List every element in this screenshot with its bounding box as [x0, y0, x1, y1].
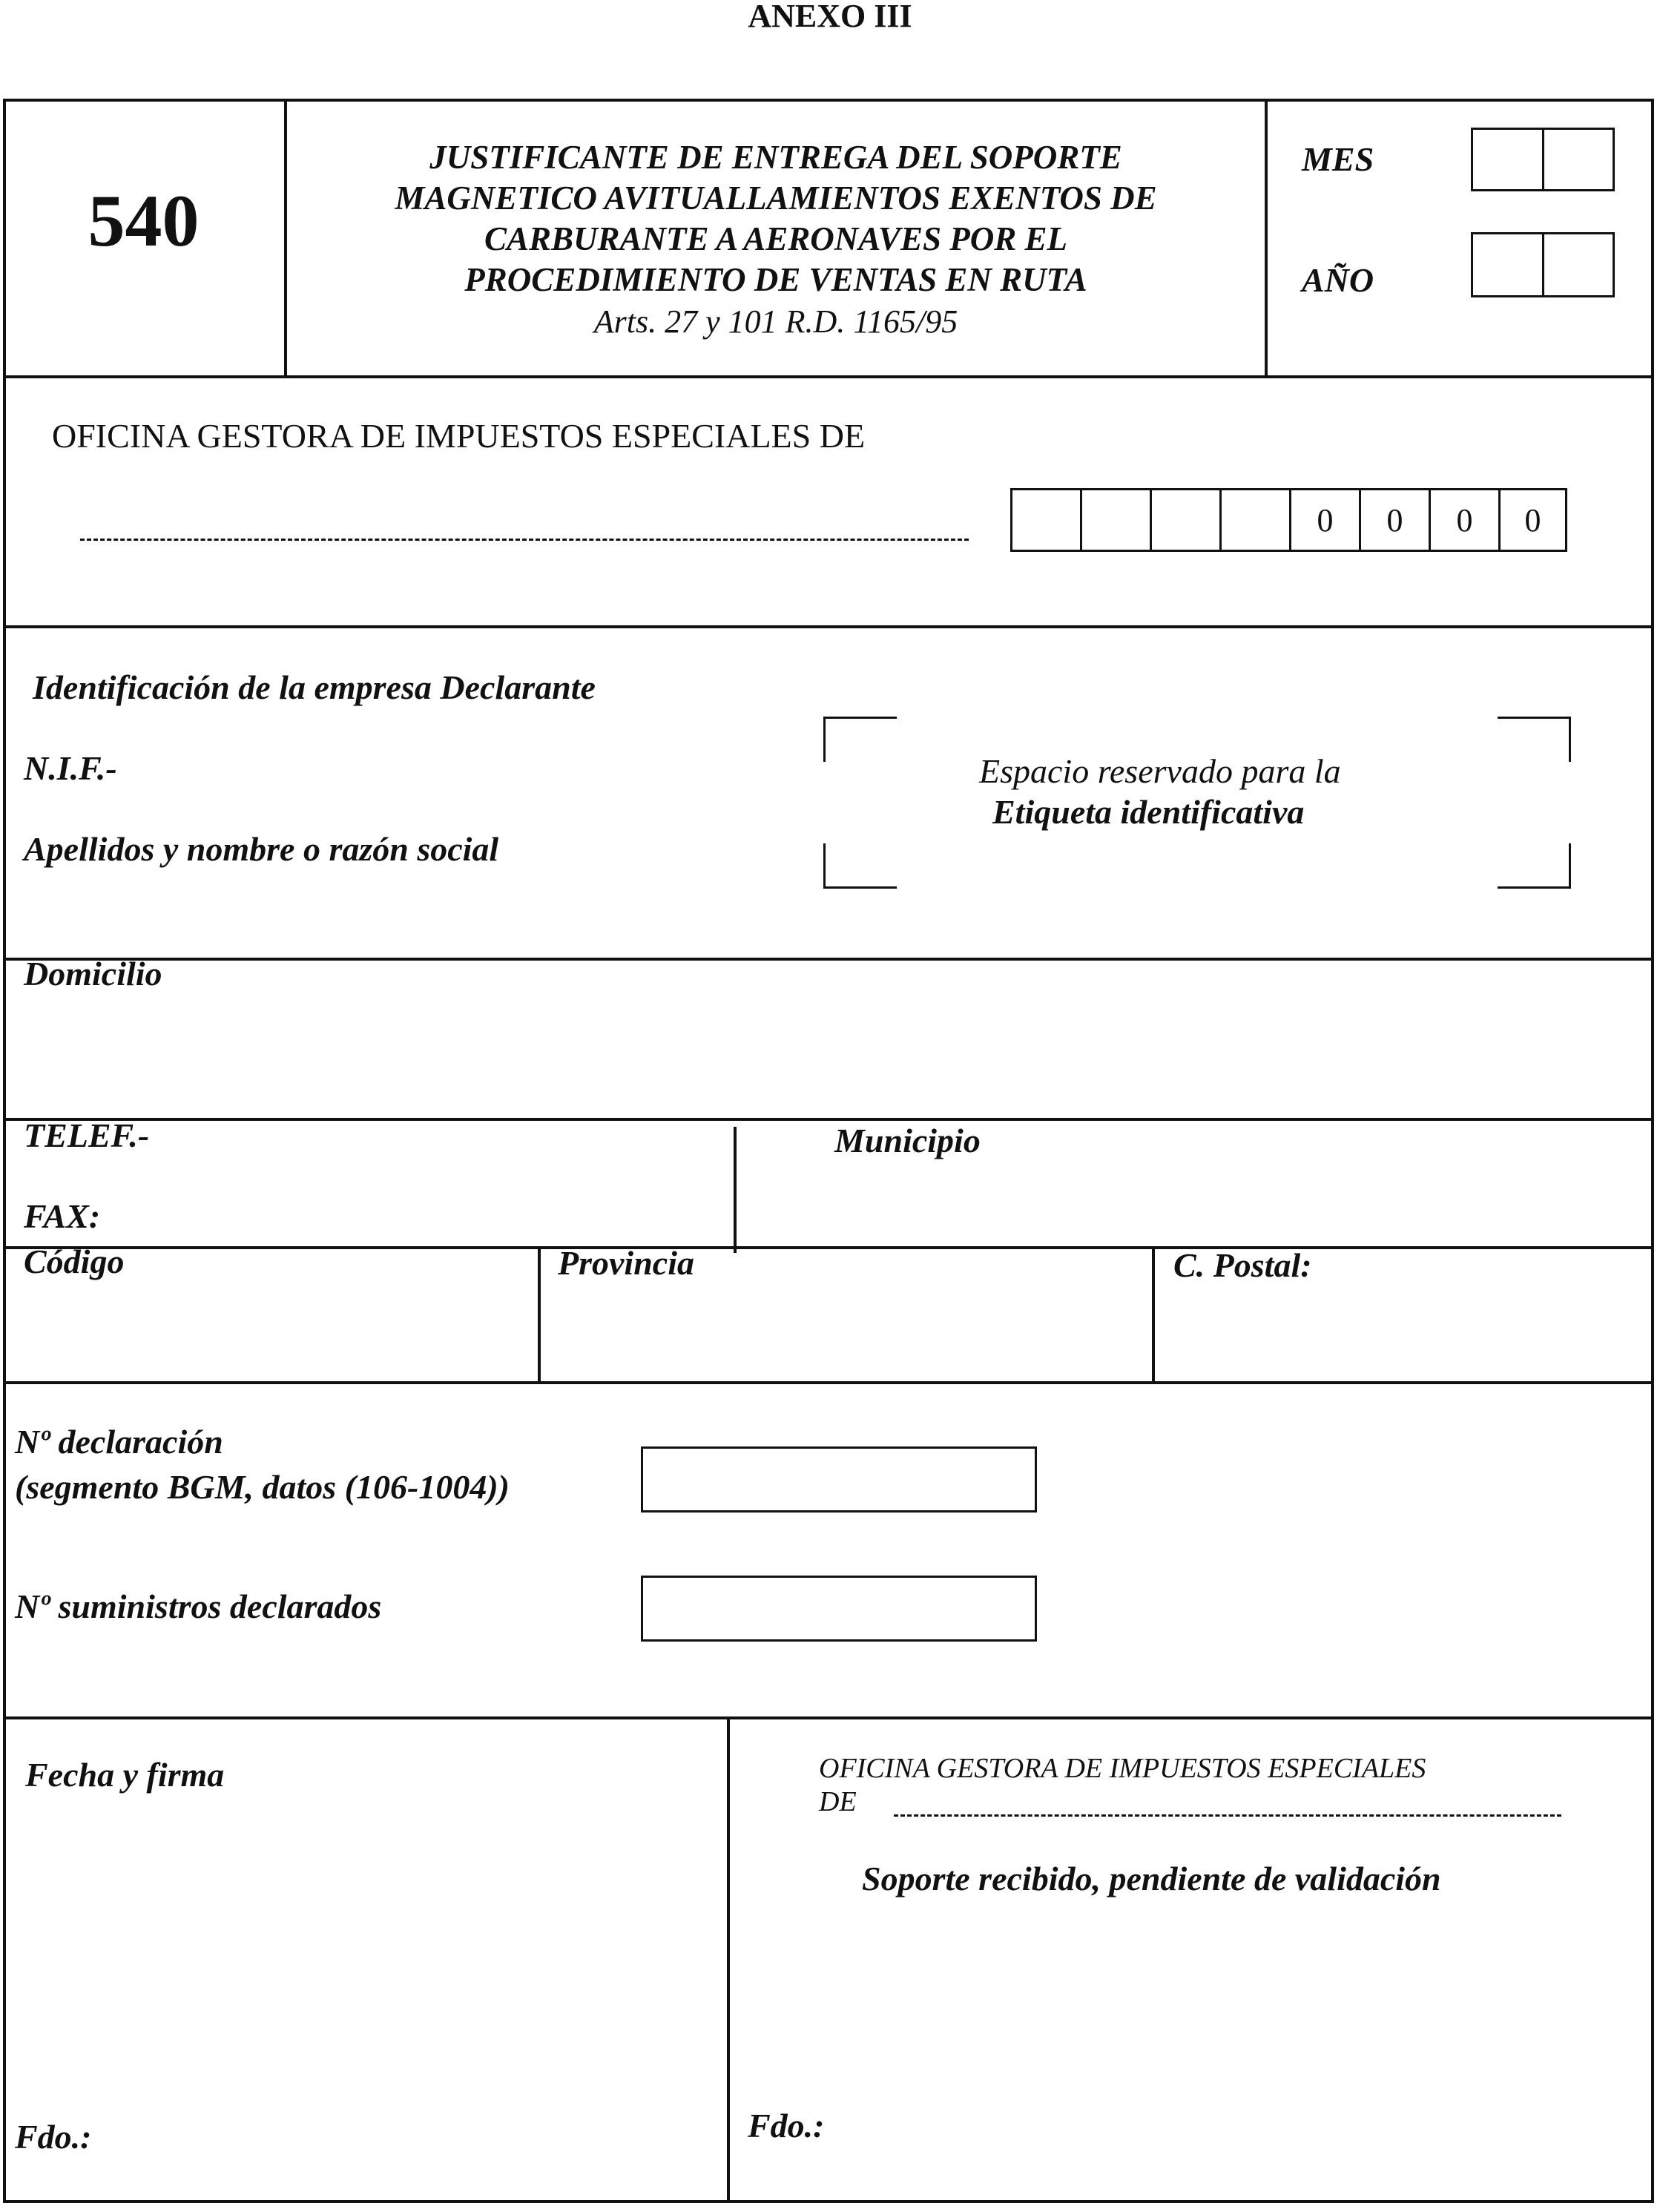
header-bottom-border	[3, 375, 1654, 378]
form-title-line: JUSTIFICANTE DE ENTREGA DEL SOPORTE	[429, 139, 1122, 176]
supplies-count-label: Nº suministros declarados	[15, 1587, 382, 1625]
office-code-digit[interactable]: 0	[1498, 488, 1567, 552]
fax-label: FAX:	[24, 1197, 101, 1235]
office-code-digit[interactable]: 0	[1429, 488, 1501, 552]
address-bottom-border	[3, 1118, 1654, 1121]
received-status-text: Soporte recibido, pendiente de validación	[862, 1860, 1441, 1897]
office-label: OFICINA GESTORA DE IMPUESTOS ESPECIALES DE	[52, 417, 866, 455]
office-name-field[interactable]	[80, 539, 969, 541]
office-section-bottom-border	[3, 625, 1654, 628]
municipality-label: Municipio	[834, 1122, 981, 1159]
declaration-number-label-line2: (segmento BGM, datos (106-1004))	[15, 1468, 510, 1506]
signature-divider	[727, 1716, 730, 2202]
label-corner-top-right	[1498, 717, 1571, 762]
month-field-digit-1[interactable]	[1471, 128, 1544, 191]
nif-label: N.I.F.-	[24, 749, 117, 787]
location-row-bottom-border	[3, 1381, 1654, 1384]
annex-title: ANEXO III	[748, 0, 912, 34]
phone-label: TELEF.-	[24, 1116, 150, 1154]
code-label: Código	[24, 1242, 125, 1280]
name-label: Apellidos y nombre o razón social	[24, 830, 499, 868]
office-code-digit[interactable]: 0	[1289, 488, 1361, 552]
address-label: Domicilio	[24, 955, 162, 993]
label-corner-top-left	[823, 717, 897, 762]
receiving-office-label-line1: OFICINA GESTORA DE IMPUESTOS ESPECIALES	[819, 1753, 1426, 1784]
model-number: 540	[88, 180, 200, 262]
office-code-digit[interactable]	[1150, 488, 1222, 552]
year-field-digit-1[interactable]	[1471, 232, 1544, 297]
header-divider-right	[1265, 99, 1268, 377]
form-title-line: MAGNETICO AVITUALLAMIENTOS EXENTOS DE	[395, 180, 1157, 217]
province-label: Provincia	[558, 1244, 694, 1282]
office-code-digit[interactable]	[1010, 488, 1082, 552]
declaration-section-bottom-border	[3, 1716, 1654, 1719]
label-space-text-line2: Etiqueta identificativa	[992, 793, 1305, 831]
province-postal-divider	[1152, 1246, 1155, 1381]
code-province-divider	[538, 1246, 541, 1381]
office-signed-by-label[interactable]: Fdo.:	[748, 2107, 825, 2144]
office-code-digit[interactable]: 0	[1359, 488, 1431, 552]
declaration-number-label-line1: Nº declaración	[15, 1423, 223, 1461]
date-signature-label: Fecha y firma	[25, 1756, 225, 1794]
label-corner-bottom-left	[823, 843, 897, 889]
year-field-digit-2[interactable]	[1542, 232, 1615, 297]
office-code-field	[1010, 488, 1567, 552]
receiving-office-name-field[interactable]	[894, 1814, 1561, 1817]
frame-bottom-border	[3, 2200, 1654, 2203]
form-title-line: PROCEDIMIENTO DE VENTAS EN RUTA	[464, 261, 1087, 298]
signed-by-label[interactable]: Fdo.:	[15, 2118, 92, 2156]
office-code-digit[interactable]	[1080, 488, 1152, 552]
form-title	[287, 137, 1265, 300]
declaration-number-field[interactable]	[641, 1446, 1037, 1512]
contact-row-bottom-border	[3, 1246, 1654, 1249]
frame-left-border	[3, 99, 6, 2202]
label-space-text-line1: Espacio reservado para la	[979, 752, 1341, 790]
supplies-count-field[interactable]	[641, 1576, 1037, 1642]
frame-right-border	[1651, 99, 1654, 2202]
month-label: MES	[1302, 140, 1374, 178]
receiving-office-label-line2: DE	[819, 1786, 857, 1817]
month-field-digit-2[interactable]	[1542, 128, 1615, 191]
frame-top-border	[3, 99, 1654, 102]
declarant-section-bottom-border	[3, 958, 1654, 961]
year-label: AÑO	[1302, 261, 1374, 299]
office-code-digit[interactable]	[1219, 488, 1291, 552]
declarant-section-title: Identificación de la empresa Declarante	[33, 668, 596, 706]
postal-code-label: C. Postal:	[1173, 1246, 1312, 1284]
label-corner-bottom-right	[1498, 843, 1571, 889]
form-articles: Arts. 27 y 101 R.D. 1165/95	[593, 303, 958, 340]
phone-municipality-divider	[734, 1127, 737, 1253]
form-title-line: CARBURANTE A AERONAVES POR EL	[484, 220, 1068, 257]
